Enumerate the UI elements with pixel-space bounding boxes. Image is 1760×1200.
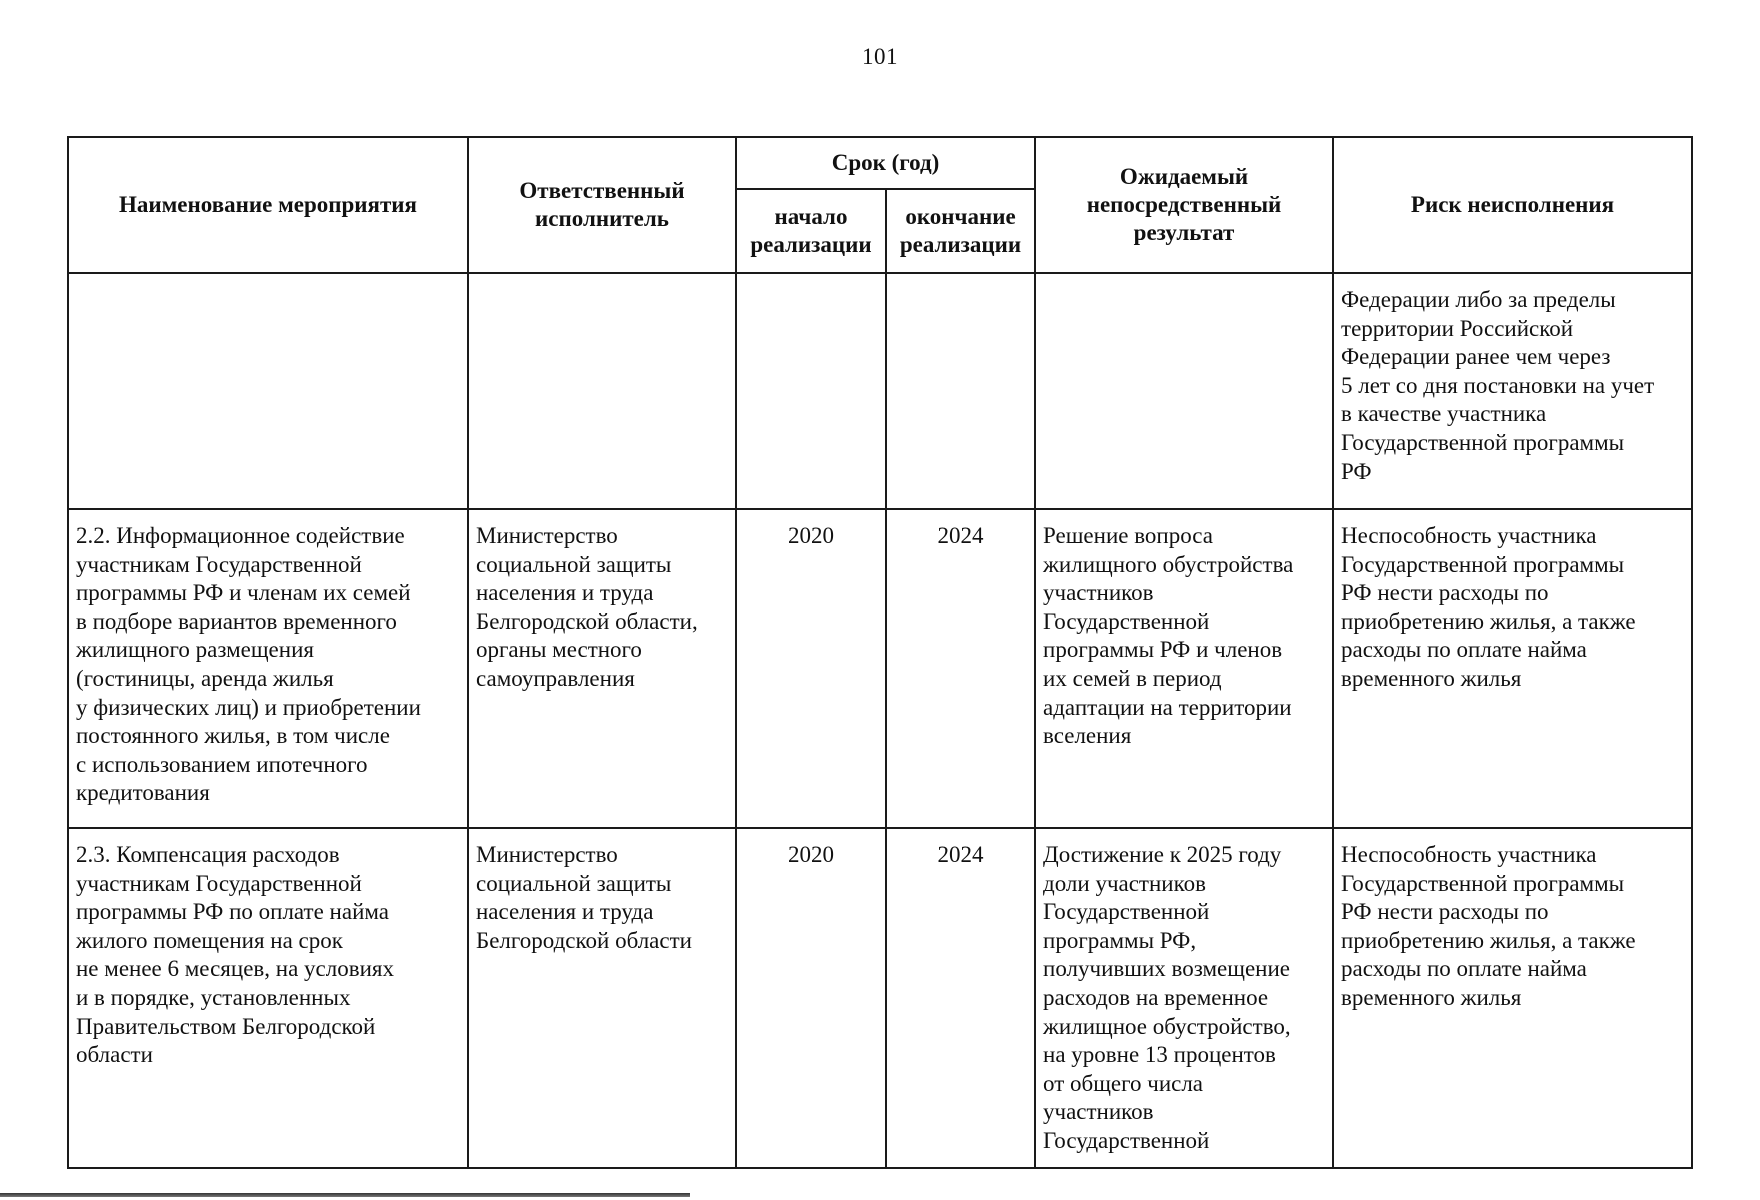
cell-result [1035,273,1333,509]
cell-executor: Министерство социальной защиты населения и труда Белгородской области, органы местного самоуправления [468,509,736,828]
cell-start [736,273,886,509]
header-end: окончание реализации [886,189,1035,273]
cell-end: 2024 [886,828,1035,1168]
header-name: Наименование мероприятия [68,137,468,273]
cell-end [886,273,1035,509]
scan-edge-line [0,1193,690,1197]
page-number: 101 [862,44,898,69]
cell-risk: Федерации либо за пределы территории Российской Федерации ранее чем через 5 лет со дня постановки на учет в качестве участника Государственной программы РФ [1333,273,1692,509]
header-start: начало реализации [736,189,886,273]
cell-start: 2020 [736,509,886,828]
table-row-2-3 [68,828,1692,1168]
cell-result: Решение вопроса жилищного обустройства участников Государственной программы РФ и членов их семей в период адаптации на территории вселения [1035,509,1333,828]
cell-result: Достижение к 2025 году доли участников Государственной программы РФ, получивших возмещение расходов на временное жилищное обустройство, на уровне 13 процентов от общего числа участников Государственной [1035,828,1333,1168]
table-row-continuation [68,273,1692,509]
header-result: Ожидаемый непосредственный результат [1035,137,1333,273]
cell-name: 2.2. Информационное содействие участникам Государственной программы РФ и членам их семей в подборе вариантов временного жилищного размещения (гостиницы, аренда жилья у физических лиц) и приобретении постоянного жилья, в том числе с использованием ипотечного кредитования [68,509,468,828]
header-risk: Риск неисполнения [1333,137,1692,273]
header-term: Срок (год) [736,137,1035,189]
cell-risk: Неспособность участника Государственной программы РФ нести расходы по приобретению жилья, а также расходы по оплате найма временного жилья [1333,828,1692,1168]
cell-name: 2.3. Компенсация расходов участникам Государственной программы РФ по оплате найма жилого помещения на срок не менее 6 месяцев, на условиях и в порядке, установленных Правительством Белгородской области [68,828,468,1168]
cell-executor [468,273,736,509]
header-executor: Ответственный исполнитель [468,137,736,273]
table-row-2-2 [68,509,1692,828]
cell-start: 2020 [736,828,886,1168]
cell-executor: Министерство социальной защиты населения и труда Белгородской области [468,828,736,1168]
cell-risk: Неспособность участника Государственной программы РФ нести расходы по приобретению жилья, а также расходы по оплате найма временного жилья [1333,509,1692,828]
cell-end: 2024 [886,509,1035,828]
header-row-1 [68,137,1692,189]
cell-name [68,273,468,509]
activities-table [67,136,1693,1169]
